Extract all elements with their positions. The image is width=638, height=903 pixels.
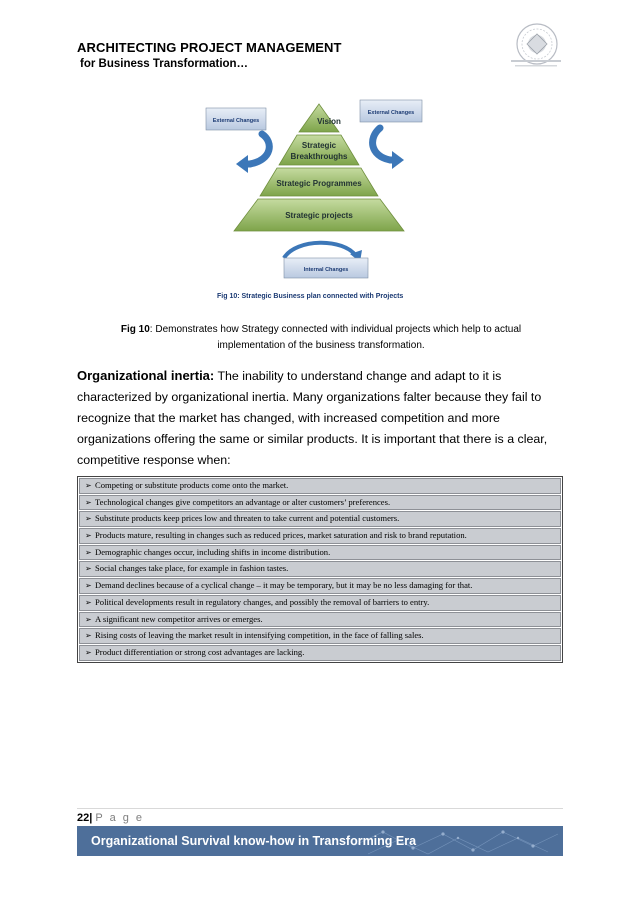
figure-caption: [96, 322, 546, 354]
header-subtitle: for Business Transformation…: [80, 58, 249, 70]
pyramid-projects-label: Strategic projects: [285, 211, 353, 220]
footer-banner: [77, 826, 563, 856]
list-item: ➢ Political developments result in regulatory changes, and possibly the removal of barriers to entry.: [79, 595, 561, 611]
footer-divider: [77, 808, 563, 809]
footer-banner-text: Organizational Survival know-how in Transforming Era: [91, 834, 417, 848]
pyramid-breakthroughs-label-1: Strategic: [301, 141, 337, 150]
figure-image-caption: Fig 10: Strategic Business plan connected with Projects: [217, 293, 404, 300]
list-item: ➢ Demand declines because of a cyclical change – it may be temporary, but it may be no less damaging for that.: [79, 578, 561, 594]
page-number-value: 22: [77, 812, 90, 824]
list-item: ➢ Social changes take place, for example in fashion tastes.: [79, 561, 561, 577]
arrow-bullet-icon: ➢: [85, 497, 92, 507]
external-changes-right-label: External Changes: [367, 110, 415, 116]
inertia-text: The inability to understand change and adapt to it is characterized by organizational inertia. Many organizations falter because they fail to recognize that the market has changed, with increased competition and more organizations offering the same or similar products. It is important that there is a clear, competitive response when:: [77, 369, 548, 467]
inertia-lead: Organizational inertia:: [77, 368, 215, 383]
competitive-response-list: [77, 476, 563, 663]
arrow-bullet-icon: ➢: [85, 597, 92, 607]
header-title: ARCHITECTING PROJECT MANAGEMENT: [77, 40, 342, 55]
list-item: ➢ Technological changes give competitors an advantage or alter customers’ preferences.: [79, 495, 561, 511]
arrow-bullet-icon: ➢: [85, 647, 92, 657]
list-item: ➢ Product differentiation or strong cost advantages are lacking.: [79, 645, 561, 661]
list-item: ➢ Substitute products keep prices low and threaten to take current and potential customers.: [79, 511, 561, 527]
external-changes-left-label: External Changes: [212, 118, 260, 124]
list-item: ➢ Demographic changes occur, including shifts in income distribution.: [79, 545, 561, 561]
arrow-bullet-icon: ➢: [85, 547, 92, 557]
arrow-bullet-icon: ➢: [85, 531, 92, 541]
strategy-pyramid-figure: [204, 98, 434, 308]
list-item: ➢ A significant new competitor arrives or emerges.: [79, 612, 561, 628]
list-item: ➢ Competing or substitute products come onto the market.: [79, 478, 561, 494]
arrow-bullet-icon: ➢: [85, 631, 92, 641]
figure-caption-text: : Demonstrates how Strategy connected with individual projects which help to actual implementation of the business transformation.: [149, 324, 522, 351]
arrow-bullet-icon: ➢: [85, 481, 92, 490]
inertia-paragraph: [77, 365, 565, 471]
arrow-bullet-icon: ➢: [85, 614, 92, 624]
pyramid-programmes-label: Strategic Programmes: [276, 179, 362, 188]
internal-changes-arrow-icon: [284, 243, 356, 258]
page-number: [77, 812, 144, 824]
arrow-bullet-icon: ➢: [85, 564, 92, 574]
figure-caption-label: Fig 10: [120, 324, 150, 335]
page-separator: |: [89, 812, 93, 824]
pyramid-breakthroughs-label-2: Breakthroughs: [290, 152, 348, 161]
arrow-bullet-icon: ➢: [85, 581, 92, 591]
internal-changes-label: Internal Changes: [303, 267, 349, 273]
list-item: ➢ Products mature, resulting in changes such as reduced prices, market saturation and risk to brand reputation.: [79, 528, 561, 544]
arrow-bullet-icon: ➢: [85, 514, 92, 524]
pyramid-vision-label: Vision: [317, 117, 341, 126]
conference-logo: [503, 20, 565, 72]
list-item: ➢ Rising costs of leaving the market result in intensifying competition, in the face of falling sales.: [79, 628, 561, 644]
page-word: P a g e: [95, 812, 145, 824]
